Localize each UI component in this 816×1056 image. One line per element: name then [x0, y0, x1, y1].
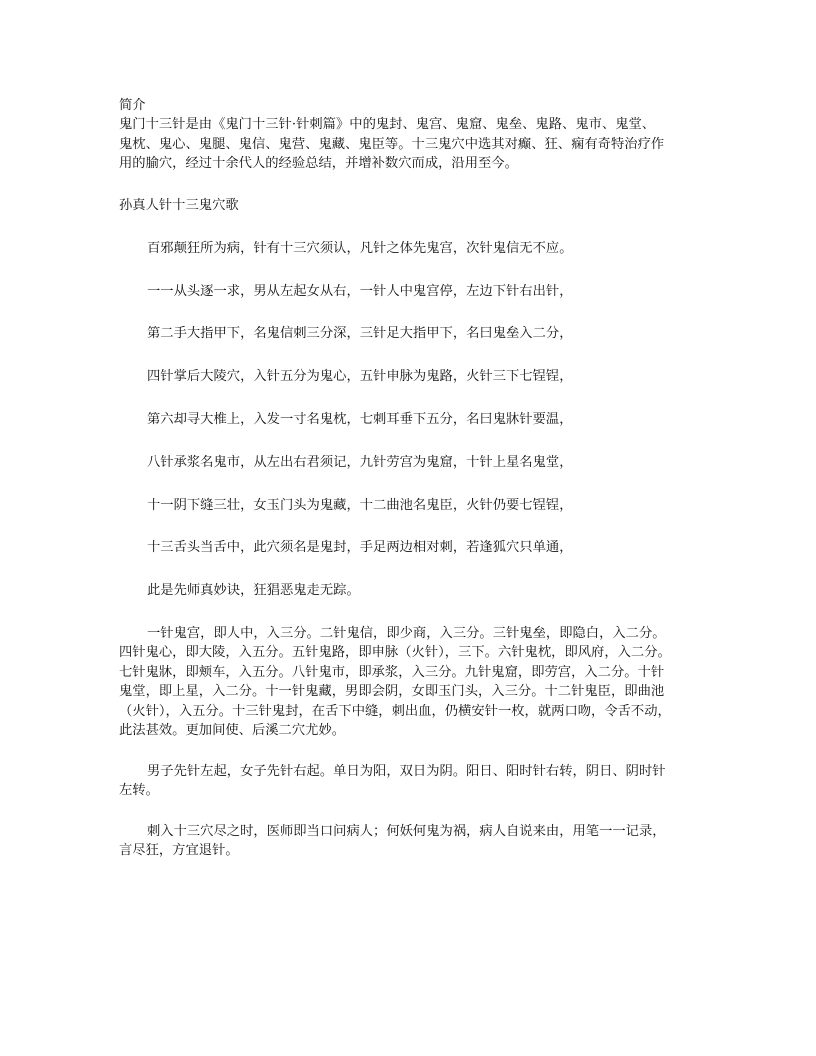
verse-line: 此是先师真妙诀，狂猖恶鬼走无踪。	[147, 583, 360, 599]
document-page	[119, 96, 709, 861]
intro-line: 鬼门十三针是由《鬼门十三针·针刺篇》中的鬼封、鬼宫、鬼窟、鬼垒、鬼路、鬼市、鬼堂、	[119, 117, 656, 133]
verse-line: 四针掌后大陵穴，入针五分为鬼心，五针申脉为鬼路，火针三下七锃锃，	[147, 369, 573, 385]
intro-line: 鬼枕、鬼心、鬼腿、鬼信、鬼营、鬼藏、鬼臣等。十三鬼穴中选其对癫、狂、痫有奇特治疗作	[119, 136, 665, 152]
verse-line: 第二手大指甲下，名鬼信刺三分深，三针足大指甲下，名曰鬼垒入二分，	[147, 326, 573, 342]
verse-line: 一一从头逐一求，男从左起女从右，一针人中鬼宫停，左边下针右出针，	[147, 283, 573, 299]
intro-heading: 简介	[119, 98, 146, 113]
verse-line: 第六却寻大椎上，入发一寸名鬼枕，七刺耳垂下五分，名曰鬼牀针要温，	[147, 412, 573, 427]
notes-line: 刺入十三穴尽之时，医师即当口问病人；何妖何鬼为祸，病人自说来由，用笔一一记录，	[147, 824, 666, 840]
notes-line: 一针鬼宫，即人中，入三分。二针鬼信，即少商，入三分。三针鬼垒，即隐白，入二分。	[147, 625, 666, 641]
notes-line: 鬼堂，即上星，入二分。十一针鬼藏，男即会阴，女即玉门头，入三分。十二针鬼臣，即曲池	[119, 684, 665, 700]
notes-paragraph	[119, 762, 709, 801]
notes-line: （火针），入五分。十三针鬼封，在舌下中缝，刺出血，仍横安针一枚，就两口吻，令舌不动，	[119, 703, 671, 719]
notes-line: 左转。	[119, 783, 159, 799]
intro-line: 用的腧穴，经过十余代人的经验总结，并增补数穴而成，沿用至今。	[119, 156, 518, 172]
notes-line: 七针鬼牀，即颊车，入五分。八针鬼市，即承浆，入三分。九针鬼窟，即劳宫，入二分。十针	[119, 664, 665, 680]
notes-line: 男子先针左起，女子先针右起。单日为阳，双日为阴。阳日、阳时针右转，阴日、阴时针	[147, 763, 666, 779]
notes-line: 此法甚效。更加间使、后溪二穴尤妙。	[119, 723, 346, 739]
verse-line: 百邪颠狂所为病，针有十三穴须认，凡针之体先鬼宫，次针鬼信无不应。	[147, 240, 573, 256]
notes-paragraph	[119, 624, 709, 740]
verse-line: 十三舌头当舌中，此穴须名是鬼封，手足两边相对刺，若逢狐穴只单通，	[147, 540, 573, 556]
verse-line: 十一阴下缝三壮，女玉门头为鬼藏，十二曲池名鬼臣，火针仍要七锃锃，	[147, 497, 573, 513]
notes-paragraph	[119, 822, 709, 861]
notes-line: 四针鬼心，即大陵，入五分。五针鬼路，即申脉（火针），三下。六针鬼枕，即风府，入二分。	[119, 645, 671, 661]
notes-line: 言尽狂，方宜退针。	[119, 843, 239, 859]
song-title: 孙真人针十三鬼穴歌	[119, 198, 239, 214]
verse-line: 八针承浆名鬼市，从左出右君须记，九针劳宫为鬼窟，十针上星名鬼堂，	[147, 454, 573, 470]
